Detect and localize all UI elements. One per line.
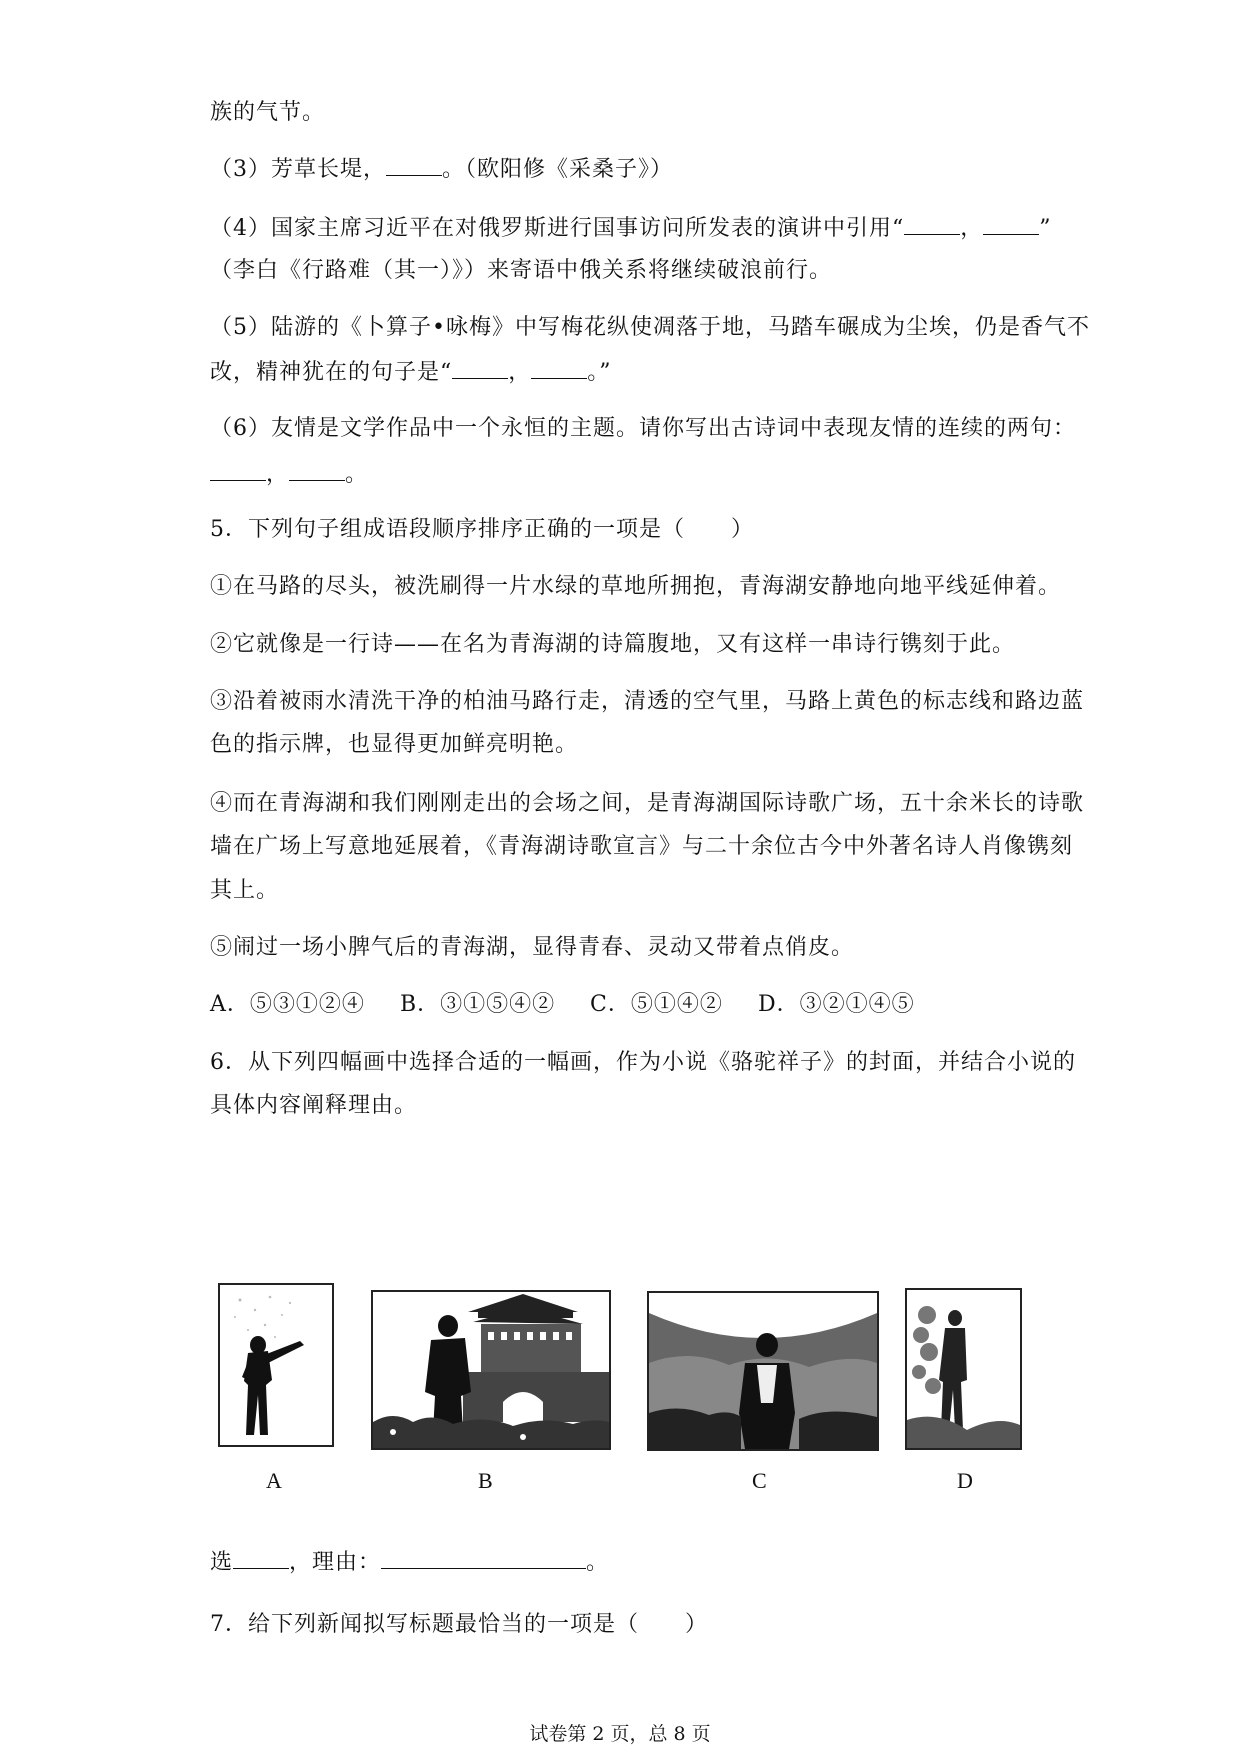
sentence-5: ⑤闹过一场小脾气后的青海湖，显得青春、灵动又带着点俏皮。 xyxy=(210,935,855,960)
text-line: 改，精神犹在的句子是“ ， 。” xyxy=(210,356,612,388)
picture-d xyxy=(905,1288,1022,1450)
question-4-6: （6）友情是文学作品中一个永恒的主题。请你写出古诗词中表现友情的连续的两句： xyxy=(210,416,1076,441)
picture-a xyxy=(218,1283,334,1447)
question-5: 5．下列句子组成语段顺序排序正确的一项是（ ） xyxy=(210,517,754,542)
text-line: 色的指示牌，也显得更加鲜亮明艳。 xyxy=(210,732,579,757)
option-d[interactable]: D．③②①④⑤ xyxy=(758,992,915,1017)
picture-b-caption: B xyxy=(478,1468,493,1493)
question-4-3: （3）芳草长堤， 。（欧阳修《采桑子》） xyxy=(210,153,673,185)
answer-blank[interactable] xyxy=(233,1546,289,1569)
text-line: （李白《行路难（其一）》）来寄语中俄关系将继续破浪前行。 xyxy=(210,258,833,283)
option-b[interactable]: B．③①⑤④② xyxy=(400,992,556,1017)
picture-c xyxy=(647,1291,879,1451)
sentence-1: ①在马路的尽头，被洗刷得一片水绿的草地所拥抱，青海湖安静地向地平线延伸着。 xyxy=(210,574,1062,599)
city-gate-illustration xyxy=(373,1292,609,1448)
picture-a-caption: A xyxy=(266,1468,282,1493)
sentence-2: ②它就像是一行诗——在名为青海湖的诗篇腹地，又有这样一串诗行镌刻于此。 xyxy=(210,632,1016,657)
picture-c-caption: C xyxy=(752,1468,767,1493)
question-4-4: （4）国家主席习近平在对俄罗斯进行国事访问所发表的演讲中引用“ ， ” xyxy=(210,212,1052,244)
picture-b xyxy=(371,1290,611,1450)
answer-blank[interactable] xyxy=(386,153,442,176)
man-portrait-illustration xyxy=(649,1293,877,1449)
answer-blank[interactable] xyxy=(904,212,960,235)
question-6: 6．从下列四幅画中选择合适的一幅画，作为小说《骆驼祥子》的封面，并结合小说的 xyxy=(210,1050,1076,1075)
answer-blank[interactable] xyxy=(531,356,587,379)
text-line: 具体内容阐释理由。 xyxy=(210,1093,418,1118)
question-4-5: （5）陆游的《卜算子•咏梅》中写梅花纵使凋落于地，马踏车碾成为尘埃，仍是香气不 xyxy=(210,315,1090,340)
sentence-4: ④而在青海湖和我们刚刚走出的会场之间，是青海湖国际诗歌广场，五十余米长的诗歌 xyxy=(210,791,1085,816)
text-line: 墙在广场上写意地延展着，《青海湖诗歌宣言》与二十余位古今中外著名诗人肖像镌刻 xyxy=(210,834,1074,859)
text-line: 族的气节。 xyxy=(210,100,326,125)
figure-silhouette-illustration xyxy=(220,1285,332,1445)
answer-blank-reason[interactable] xyxy=(381,1546,586,1569)
answer-blank[interactable] xyxy=(452,356,508,379)
option-c[interactable]: C．⑤①④② xyxy=(590,992,723,1017)
answer-blank[interactable] xyxy=(210,458,266,481)
option-a[interactable]: A．⑤③①②④ xyxy=(210,992,365,1017)
sentence-3: ③沿着被雨水清洗干净的柏油马路行走，清透的空气里，马路上黄色的标志线和路边蓝 xyxy=(210,689,1085,714)
text-line: ， 。 xyxy=(210,458,368,490)
picture-d-caption: D xyxy=(957,1468,973,1493)
answer-line-6: 选 ，理由： 。 xyxy=(210,1546,609,1578)
answer-blank[interactable] xyxy=(289,458,345,481)
question-7: 7．给下列新闻拟写标题最恰当的一项是（ ） xyxy=(210,1612,708,1637)
answer-blank[interactable] xyxy=(983,212,1039,235)
page-footer: 试卷第 2 页，总 8 页 xyxy=(529,1723,711,1745)
text-line: 其上。 xyxy=(210,878,280,903)
tree-figure-illustration xyxy=(907,1290,1020,1448)
options-row xyxy=(210,990,915,1020)
